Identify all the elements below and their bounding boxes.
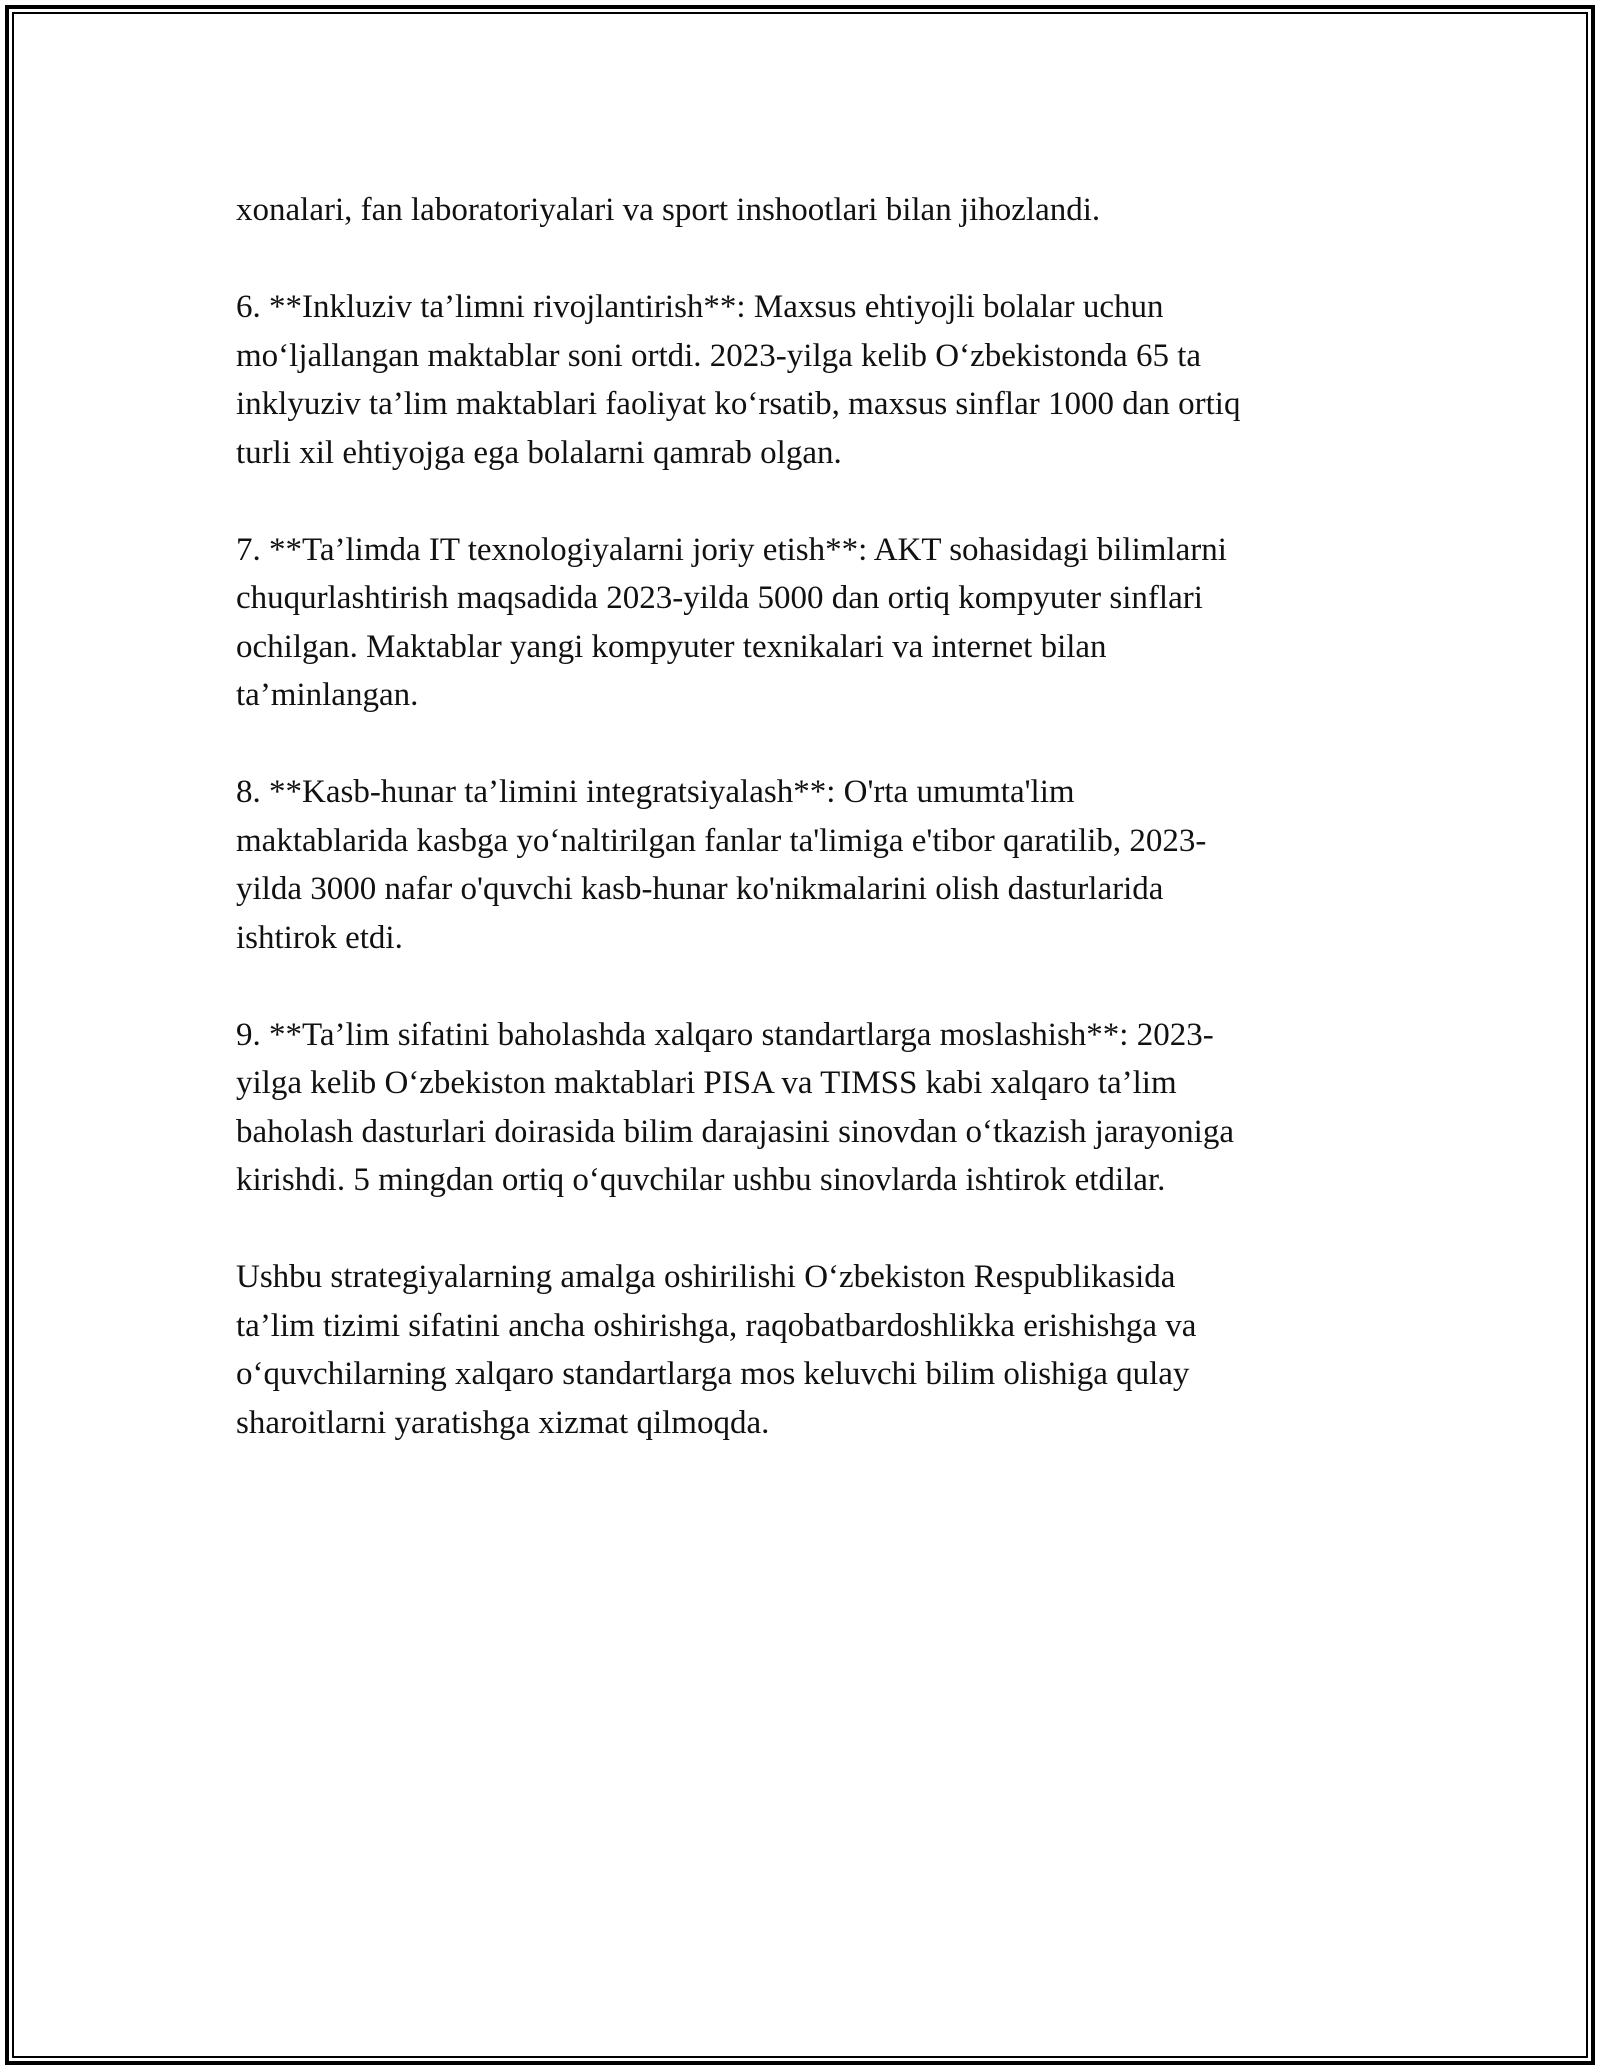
text-line: ochilgan. Maktablar yangi kompyuter texnikalari va internet bilan (236, 628, 1107, 665)
paragraph-item-6 (236, 283, 1366, 477)
text-line: turli xil ehtiyojga ega bolalarni qamrab olgan. (236, 434, 842, 471)
text-line: ta’minlangan. (236, 677, 419, 713)
text-line: 8. **Kasb-hunar ta’limini integratsiyalash**: O'rta umumta'lim (236, 774, 1075, 810)
text-line: mo‘ljallangan maktablar soni ortdi. 2023-yilga kelib O‘zbekistonda 65 ta (236, 337, 1202, 374)
text-line: baholash dasturlari doirasida bilim darajasini sinovdan o‘tkazish jarayoniga (236, 1113, 1234, 1150)
paragraph-item-7 (236, 526, 1366, 720)
paragraph-item-8 (236, 768, 1366, 962)
text-line: kirishdi. 5 mingdan ortiq o‘quvchilar ushbu sinovlarda ishtirok etdilar. (236, 1162, 1166, 1198)
text-line: inklyuziv ta’lim maktablari faoliyat ko‘rsatib, maxsus sinflar 1000 dan ortiq (236, 386, 1241, 422)
text-line: yilda 3000 nafar o'quvchi kasb-hunar ko'nikmalarini olish dasturlarida (236, 871, 1164, 907)
paragraph-continuation (236, 186, 1366, 235)
text-line: 6. **Inkluziv ta’limni rivojlantirish**: Maxsus ehtiyojli bolalar uchun (236, 289, 1164, 325)
text-line: yilga kelib O‘zbekiston maktablari PISA va TIMSS kabi xalqaro ta’lim (236, 1065, 1177, 1101)
text-line: sharoitlarni yaratishga xizmat qilmoqda. (236, 1404, 770, 1441)
text-line: xonalari, fan laboratoriyalari va sport inshootlari bilan jihozlandi. (236, 192, 1101, 228)
document-body (236, 186, 1366, 1496)
text-line: 9. **Ta’lim sifatini baholashda xalqaro standartlarga moslashish**: 2023- (236, 1016, 1214, 1053)
text-line: Ushbu strategiyalarning amalga oshirilishi O‘zbekiston Respublikasida (236, 1259, 1176, 1295)
paragraph-item-9 (236, 1011, 1366, 1205)
text-line: 7. **Ta’limda IT texnologiyalarni joriy etish**: AKT sohasidagi bilimlarni (236, 531, 1227, 568)
text-line: chuqurlashtirish maqsadida 2023-yilda 5000 dan ortiq kompyuter sinflari (236, 580, 1203, 616)
paragraph-conclusion (236, 1253, 1366, 1447)
text-line: maktablarida kasbga yo‘naltirilgan fanlar ta'limiga e'tibor qaratilib, 2023- (236, 822, 1207, 859)
text-line: o‘quvchilarning xalqaro standartlarga mos keluvchi bilim olishiga qulay (236, 1356, 1190, 1392)
text-line: ishtirok etdi. (236, 919, 403, 956)
text-line: ta’lim tizimi sifatini ancha oshirishga, raqobatbardoshlikka erishishga va (236, 1307, 1197, 1344)
